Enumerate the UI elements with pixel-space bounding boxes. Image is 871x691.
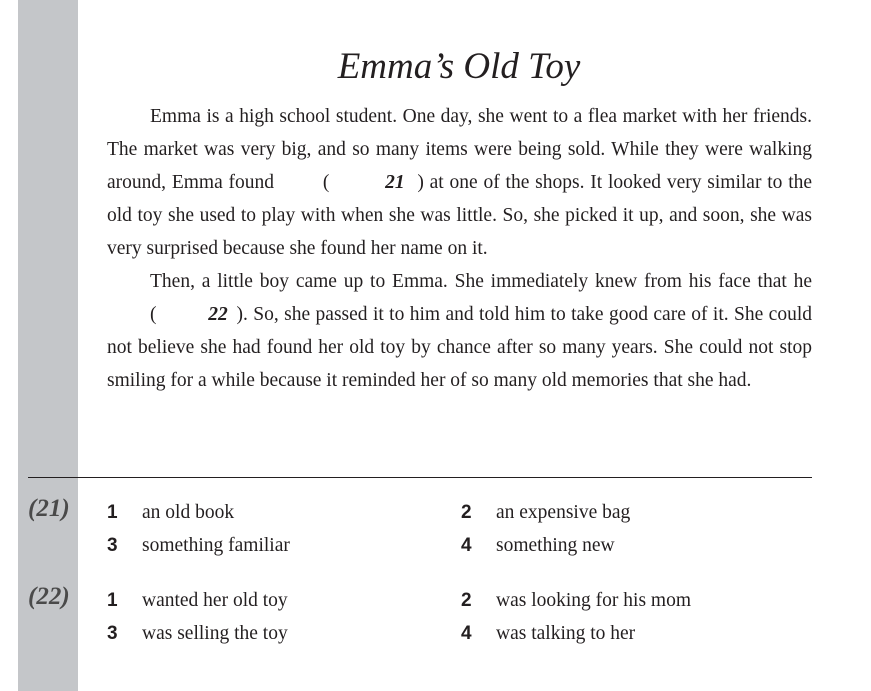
- paragraph-2-text-a: Then, a little boy came up to Emma. She immediately knew from his face that he: [150, 271, 812, 292]
- option-number: 4: [461, 535, 472, 556]
- option-number: 2: [461, 590, 472, 611]
- option-number: 1: [107, 590, 118, 611]
- option-number: 3: [107, 535, 118, 556]
- paragraph-1-text-b: at one of the shops. It looked very similar to the old toy she used to play with when she was little. So, she picked it up, and soon, she was very surprised because she found her name on it.: [107, 172, 813, 259]
- passage-title: Emma’s Old Toy: [337, 46, 581, 87]
- question-21-number: (21): [28, 495, 70, 522]
- reading-passage: [107, 100, 812, 397]
- blank-22-number: 22: [208, 304, 228, 325]
- divider-line: [28, 477, 812, 478]
- paragraph-1-text-a: Emma is a high school student. One day, she went to a flea market with her friends. The market was very big, and so many items were being sold. While they were walking around, Emma found: [107, 106, 812, 193]
- option-text: was selling the toy: [142, 623, 288, 644]
- question-21-option-3[interactable]: [107, 533, 290, 559]
- question-21-option-4[interactable]: [461, 533, 615, 559]
- paragraph-2-text-b: . So, she passed it to him and told him to take good care of it. She could not believe she had found her old toy by chance after so many years. She could not stop smiling for a while because it reminded her of so many old memories that she had.: [107, 304, 812, 391]
- question-22-number: (22): [28, 583, 70, 610]
- option-number: 1: [107, 502, 118, 523]
- question-22-option-2[interactable]: [461, 588, 691, 614]
- paragraph-2: [107, 265, 812, 397]
- option-text: something familiar: [142, 535, 290, 556]
- blank-22: ( 22 ): [107, 298, 243, 331]
- option-text: an expensive bag: [496, 502, 631, 523]
- option-text: an old book: [142, 502, 235, 523]
- option-number: 3: [107, 623, 118, 644]
- option-text: wanted her old toy: [142, 590, 288, 611]
- question-21-option-2[interactable]: [461, 500, 630, 526]
- option-text: was looking for his mom: [496, 590, 691, 611]
- blank-21-number: 21: [385, 172, 405, 193]
- blank-21: ( 21 ): [280, 166, 424, 199]
- option-text: something new: [496, 535, 615, 556]
- question-22-option-3[interactable]: [107, 621, 288, 647]
- option-number: 2: [461, 502, 472, 523]
- question-21-option-1[interactable]: [107, 500, 234, 526]
- question-22-option-1[interactable]: [107, 588, 288, 614]
- paragraph-1: [107, 100, 812, 265]
- question-22-option-4[interactable]: [461, 621, 635, 647]
- option-text: was talking to her: [496, 623, 636, 644]
- option-number: 4: [461, 623, 472, 644]
